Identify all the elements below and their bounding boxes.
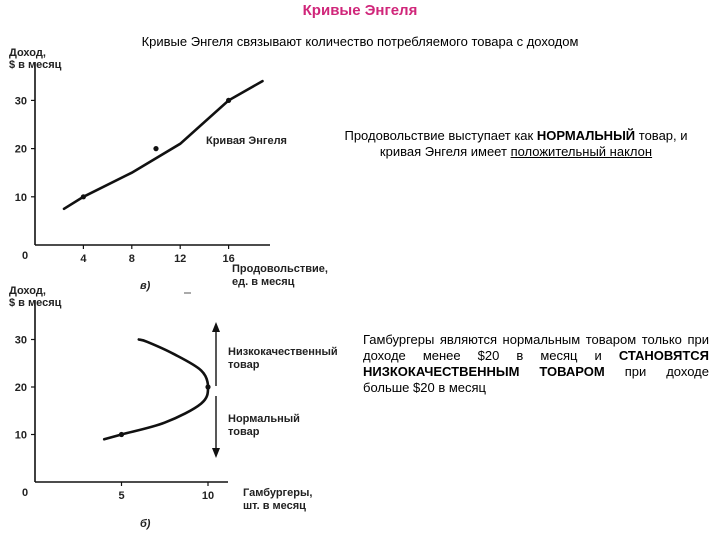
slide-title: Кривые Энгеля — [302, 2, 418, 19]
panel1-x-axis-label-1: Продовольствие, — [232, 263, 328, 275]
panel1-x-tick-label: 8 — [128, 253, 135, 265]
panel2-y-tick-label: 20 — [14, 382, 27, 394]
panel1-y-tick-label: 30 — [14, 95, 27, 108]
panel2-normal-arrow-head — [212, 448, 220, 458]
panel1-x-tick-label: 16 — [222, 253, 235, 265]
panel2-engel-curve — [104, 340, 208, 440]
panel1-y-tick-label: 10 — [14, 191, 27, 204]
food-note-text-2: товар, и кривая Энгеля имеет — [379, 128, 688, 159]
hamburger-note-bold: СТАНОВЯТСЯ НИЗКОКАЧЕСТВЕННЫМ ТОВАРОМ — [363, 348, 709, 379]
panel1-y-axis-label-2: $ в месяц — [9, 59, 62, 71]
panel2-y-tick-label: 30 — [14, 334, 27, 347]
panel2-y-axis-label-2: $ в месяц — [9, 297, 62, 309]
panel1-x-tick-label: 12 — [174, 253, 187, 265]
panel1-y-tick-label: 20 — [14, 143, 27, 156]
panel2-x-axis-label-2: шт. в месяц — [243, 500, 306, 512]
panel2-inferior-arrow-head — [212, 322, 220, 332]
panel2-origin-label: 0 — [21, 487, 29, 499]
panel1-panel-label: в) — [140, 280, 151, 292]
panel2-x-axis-label-1: Гамбургеры, — [243, 487, 313, 499]
panel2-x-tick-label: 10 — [201, 490, 215, 502]
panel2-y-tick-label: 10 — [14, 429, 27, 442]
panel2-curve-point — [205, 384, 210, 389]
hamburger-note-text-2: при доходе больше $20 в месяц — [363, 364, 709, 395]
panel2-curve-point — [119, 432, 124, 437]
panel1-origin-label: 0 — [21, 250, 29, 262]
panel1-curve-point — [81, 194, 86, 199]
panel2-normal-good-label-2: товар — [228, 426, 260, 438]
panel1-y-axis-label-1: Доход, — [9, 47, 46, 59]
panel2-inferior-good-label-2: товар — [228, 359, 260, 371]
panel1-x-axis-label-2: ед. в месяц — [232, 276, 295, 288]
panel1-curve-point — [153, 146, 158, 151]
food-note-bold: НОРМАЛЬНЫЙ — [536, 128, 636, 143]
panel1-curve-label: Кривая Энгеля — [206, 135, 287, 147]
slide-subtitle: Кривые Энгеля связывают количество потребляемого товара с доходом — [141, 34, 579, 49]
food-note-text-1: Продовольствие выступает как — [344, 128, 537, 143]
panel1-x-tick-label: 4 — [80, 253, 87, 265]
panel2-normal-good-label-1: Нормальный — [228, 413, 300, 425]
panel2-y-axis-label-1: Доход, — [9, 285, 46, 297]
panel2-x-tick-label: 5 — [118, 490, 125, 502]
food-note-underlined: положительный наклон — [510, 144, 653, 159]
panel1-curve-point — [226, 98, 231, 103]
hamburger-note-text-1: Гамбургеры являются нормальным товаром только при доходе менее $20 в месяц и — [363, 332, 709, 363]
panel2-panel-label: б) — [140, 518, 151, 530]
panel2-inferior-good-label-1: Низкокачественный — [228, 346, 338, 358]
